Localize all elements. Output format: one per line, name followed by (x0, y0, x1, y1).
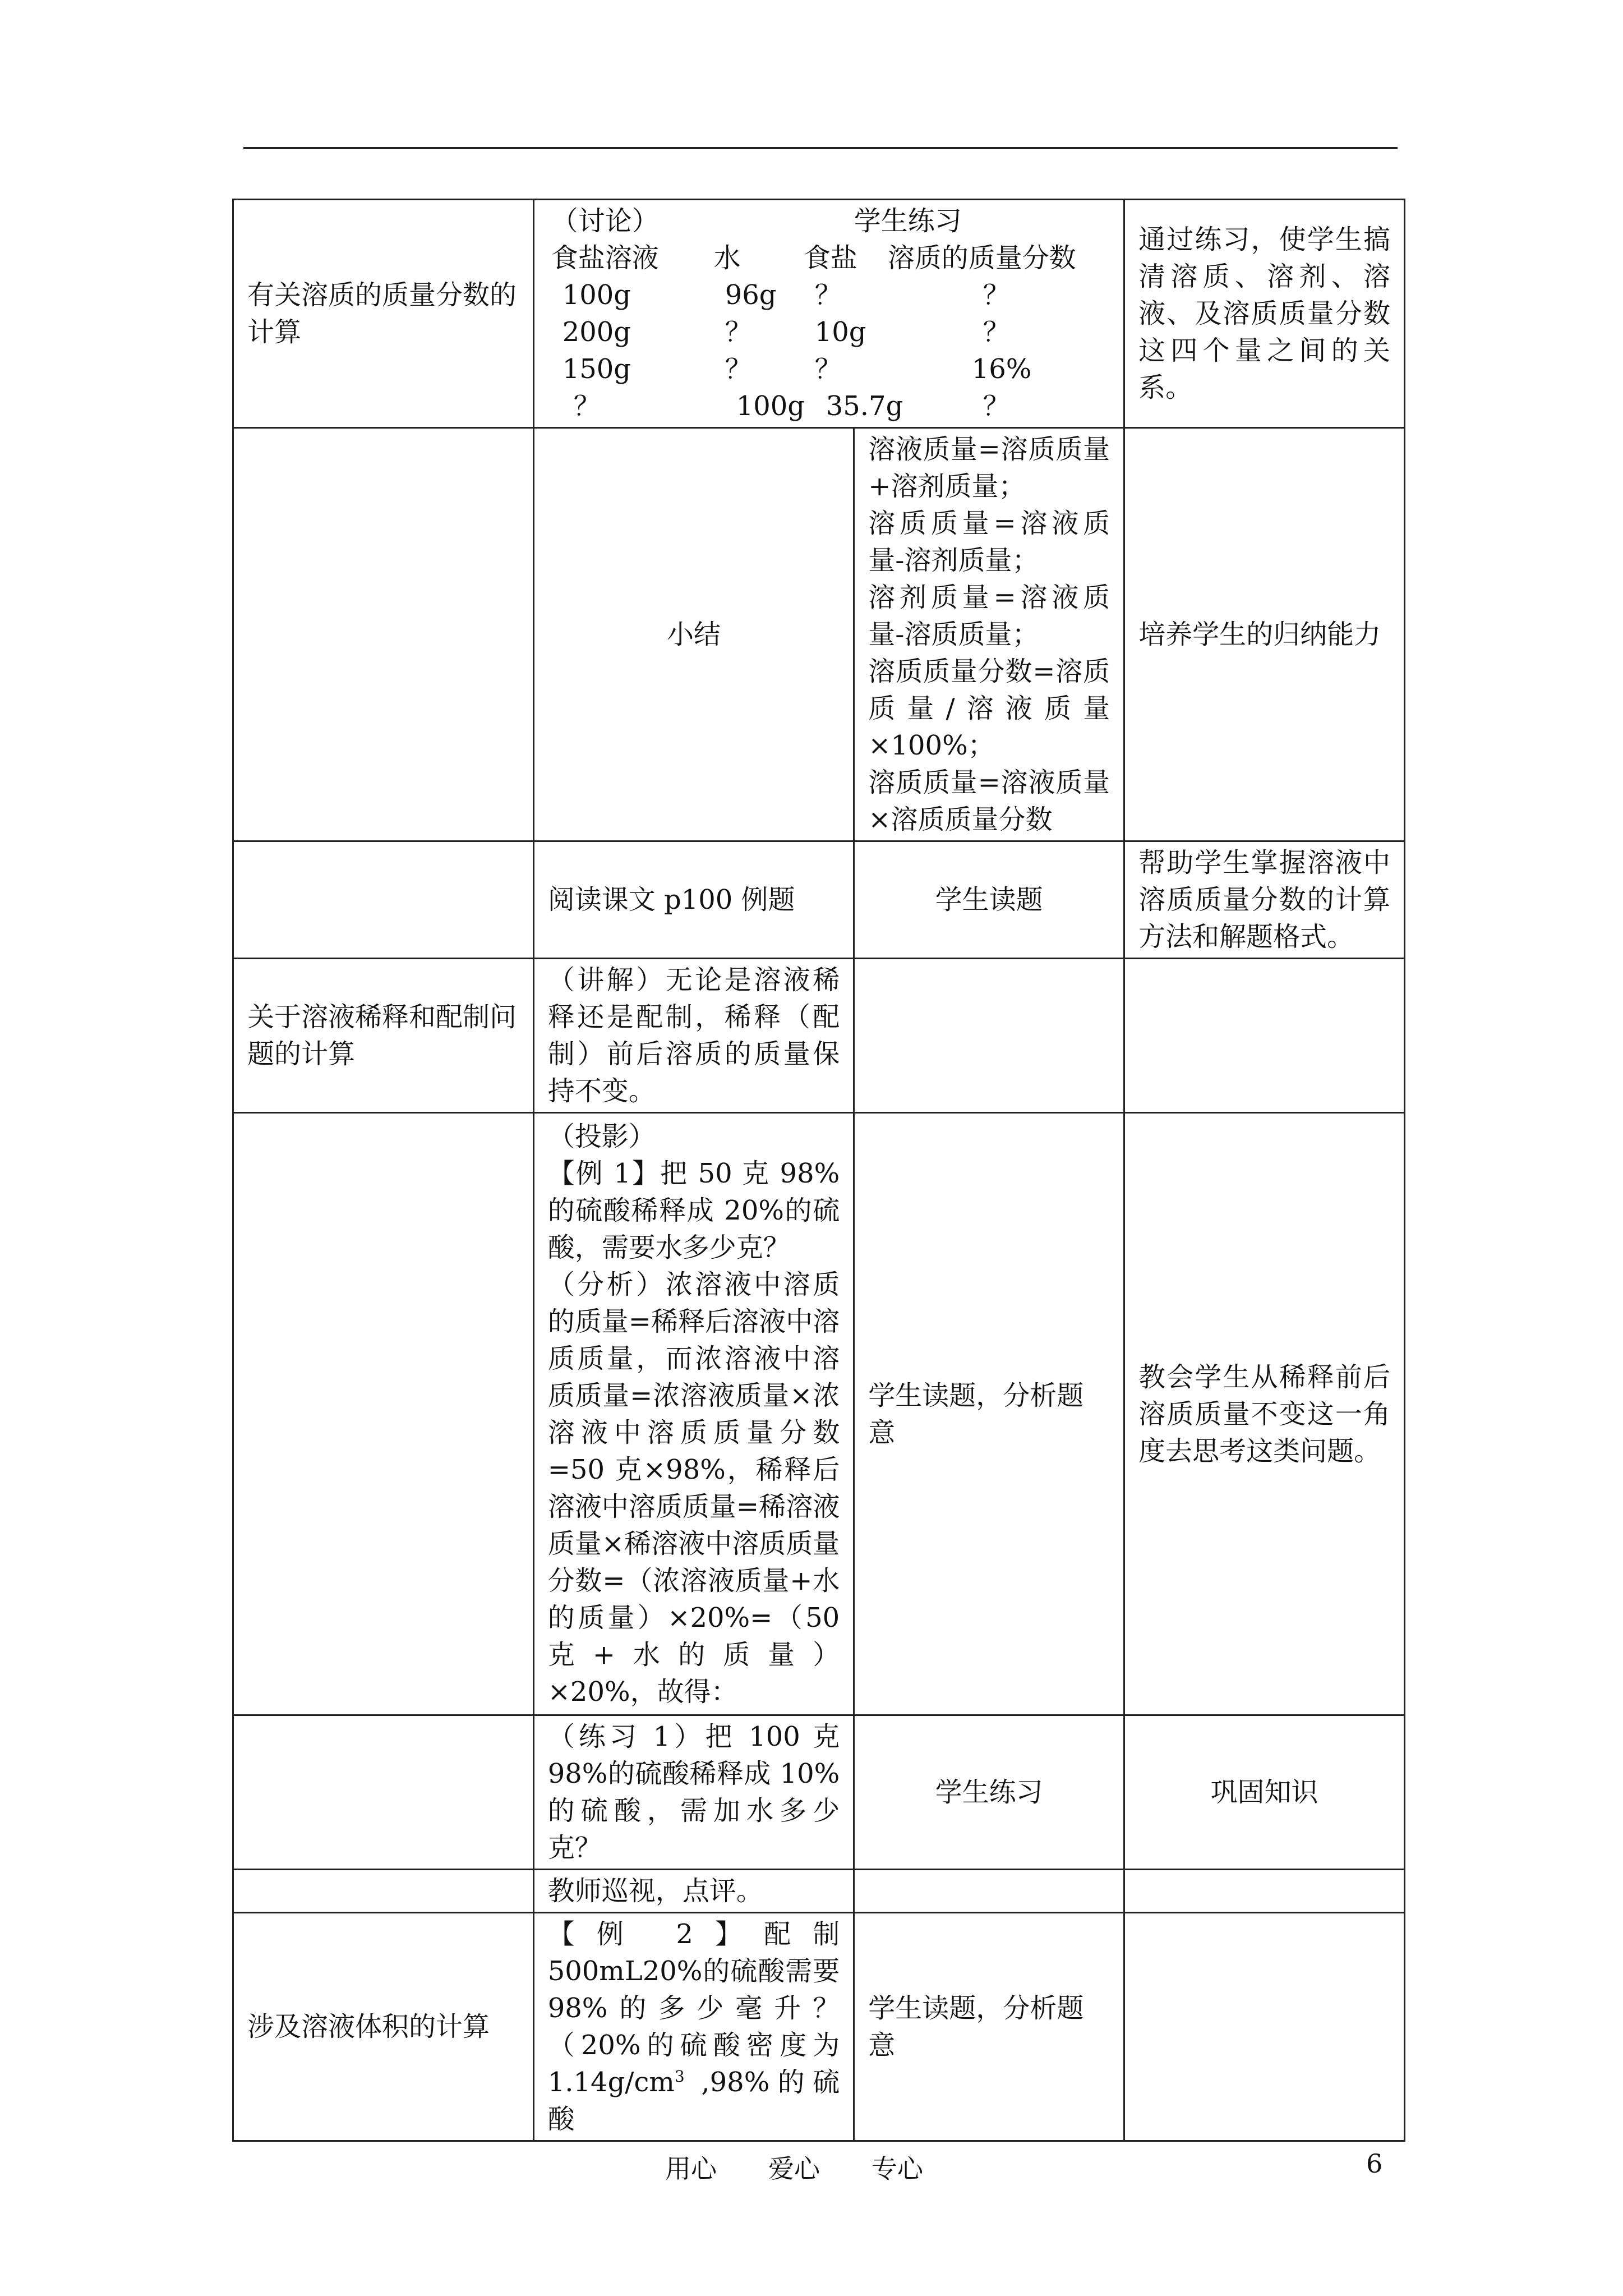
teacher-line: （投影） (547, 1120, 656, 1152)
topic-cell (233, 841, 534, 959)
table-row (233, 200, 1405, 428)
teacher-cell: （讲解）无论是溶液稀释还是配制，稀释（配制）前后溶质的质量保持不变。 (533, 959, 854, 1113)
table-row (233, 1913, 1405, 2141)
cell-value: 96g (725, 279, 777, 311)
teacher-cell: 教师巡视，点评。 (533, 1870, 854, 1913)
student-cell: 学生读题，分析题意 (854, 1913, 1124, 2141)
intent-cell: 教会学生从稀释前后溶质质量不变这一角度去思考这类问题。 (1124, 1113, 1405, 1715)
student-cell (854, 1870, 1124, 1913)
topic-cell (233, 1870, 534, 1913)
discussion-label: （讨论） (551, 205, 659, 237)
column-header: 食盐 (803, 242, 857, 274)
student-cell: 学生练习 (854, 1715, 1124, 1870)
exercise-column-headers (551, 240, 1110, 277)
superscript: 3 (674, 2067, 685, 2086)
teacher-line: 【例 1】把 50 克 98%的硫酸稀释成 20%的硫酸，需要水多少克？ (547, 1157, 840, 1263)
teacher-cell: 小结 (533, 428, 854, 841)
exercise-row (551, 351, 1110, 388)
cell-value: ？ (814, 279, 842, 311)
column-header: 水 (713, 242, 741, 274)
table-row (233, 841, 1405, 959)
exercise-row (551, 314, 1110, 351)
topic-cell: 关于溶液稀释和配制问题的计算 (233, 959, 534, 1113)
topic-cell (233, 1113, 534, 1715)
cell-value: 35.7g (826, 390, 903, 422)
intent-cell: 巩固知识 (1124, 1715, 1405, 1870)
student-cell: 学生读题，分析题意 (854, 1113, 1124, 1715)
teacher-cell: （练习 1）把 100 克 98%的硫酸稀释成 10%的硫酸，需加水多少克？ (533, 1715, 854, 1870)
teacher-text: ,98%的硫酸 (547, 2067, 840, 2135)
teacher-cell (533, 1113, 854, 1715)
intent-cell (1124, 1870, 1405, 1913)
cell-value: ？ (983, 279, 1010, 311)
intent-cell: 培养学生的归纳能力 (1124, 428, 1405, 841)
formula-line: 溶质质量分数=溶质质量/溶液质量×100%； (868, 656, 1110, 761)
exercise-row (551, 388, 1110, 425)
lesson-plan-table (232, 199, 1405, 2142)
teacher-text: 【例 2】配制 500mL20%的硫酸需要 98%的多少毫升？（20%的硫酸密度为 1.14g/cm (547, 1918, 840, 2098)
formula-line: 溶质质量=溶液质量×溶质质量分数 (868, 767, 1110, 835)
column-header: 食盐溶液 (551, 242, 659, 274)
intent-cell: 帮助学生掌握溶液中溶质质量分数的计算方法和解题格式。 (1124, 841, 1405, 959)
cell-value: 10g (814, 316, 866, 348)
intent-cell (1124, 1913, 1405, 2141)
cell-value: ？ (983, 316, 1010, 348)
cell-value: ？ (573, 390, 601, 422)
footer-slogan: 用心 爱心 专心 (665, 2154, 923, 2184)
teacher-line: （分析）浓溶液中溶质的质量=稀释后溶液中溶质质量，而浓溶液中溶质质量=浓溶液质量×浓溶液中溶质质量分数=50 克×98%，稀释后溶液中溶质质量=稀溶液质量×稀溶液中溶质质量分数=（浓溶液质量+水的质量）×20%=（50 克+水的质量）×20%，故得： (547, 1268, 849, 1708)
formula-line: 溶液质量=溶质质量+溶剂质量； (868, 434, 1110, 502)
intent-cell: 通过练习，使学生搞清溶质、溶剂、溶液、及溶质质量分数这四个量之间的关系。 (1124, 200, 1405, 428)
teacher-cell (533, 1913, 854, 2141)
table-row (233, 428, 1405, 841)
cell-value: 150g (562, 353, 631, 385)
table-row (233, 1113, 1405, 1715)
exercise-cell (533, 200, 1124, 428)
topic-cell (233, 428, 534, 841)
cell-value: ？ (725, 316, 752, 348)
cell-value: 100g (736, 390, 805, 422)
student-cell (854, 428, 1124, 841)
student-cell: 学生读题 (854, 841, 1124, 959)
table-row (233, 1870, 1405, 1913)
header-rule (243, 147, 1398, 149)
practice-label: 学生练习 (854, 205, 962, 237)
cell-value: 200g (562, 316, 631, 348)
page-number: 6 (1366, 2148, 1383, 2179)
topic-cell: 涉及溶液体积的计算 (233, 1913, 534, 2141)
topic-cell (233, 1715, 534, 1870)
exercise-row (551, 277, 1110, 314)
topic-cell: 有关溶质的质量分数的计算 (233, 200, 534, 428)
formula-line: 溶剂质量=溶液质量-溶质质量； (868, 582, 1110, 650)
student-cell (854, 959, 1124, 1113)
table-row (233, 959, 1405, 1113)
cell-value: ？ (983, 390, 1010, 422)
teacher-cell: 阅读课文 p100 例题 (533, 841, 854, 959)
cell-value: 16% (971, 353, 1032, 385)
cell-value: ？ (725, 353, 752, 385)
exercise-header (551, 203, 1110, 240)
formula-line: 溶质质量=溶液质量-溶剂质量； (868, 508, 1110, 576)
column-header: 溶质的质量分数 (887, 242, 1076, 274)
table-row (233, 1715, 1405, 1870)
cell-value: 100g (562, 279, 631, 311)
cell-value: ？ (814, 353, 842, 385)
intent-cell (1124, 959, 1405, 1113)
